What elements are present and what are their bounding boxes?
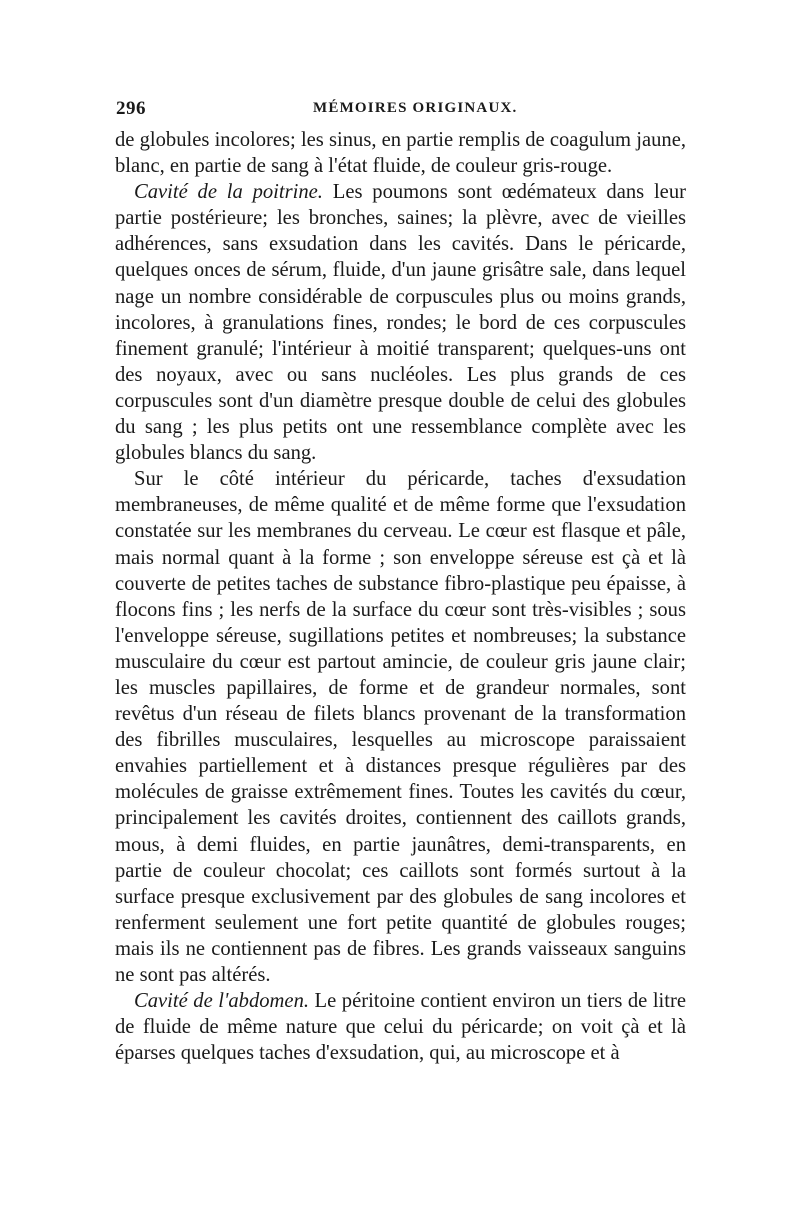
page-header xyxy=(116,98,688,124)
paragraph-text: Sur le côté intérieur du péricarde, taches d'exsudation membraneuses, de même qualité et de même forme que l'exsudation constatée sur les membranes du cerveau. Le cœur est flasque et pâle, mais normal quant à la forme ; son enveloppe séreuse est çà et là couverte de petites taches de substance fibro-plastique peu épaisse, à flocons fins ; les nerfs de la surface du cœur sont très-visibles ; sous l'enveloppe séreuse, sugillations petites et nombreuses; la substance musculaire du cœur est partout amincie, de couleur gris jaune clair; les muscles papillaires, de forme et de grandeur normales, sont revêtus d'un réseau de filets blancs provenant de la transformation des fibrilles musculaires, lesquelles au microscope paraissaient envahies partiellement et à distances presque régulières par des molécules de graisse extrêmement fines. Toutes les cavités du cœur, principalement les cavités droites, contiennent des caillots grands, mous, à demi fluides, en partie jaunâtres, demi-transparents, en partie de couleur chocolat; ces caillots sont formés surtout à la surface presque exclusivement par des globules de sang incolores et renferment seulement une fort petite quantité de globules rouges; mais ils ne contiennent pas de fibres. Les grands vaisseaux sanguins ne sont pas altérés. xyxy=(115,468,686,986)
paragraph-abdomen-cavity xyxy=(115,988,686,1066)
paragraph-chest-cavity xyxy=(115,179,686,466)
paragraph-continuation xyxy=(115,127,686,179)
paragraph-text: Les poumons sont œdémateux dans leur partie postérieure; les bronches, saines; la plèvre, avec de vieilles adhérences, sans exsudation dans les cavités. Dans le péricarde, quelques onces de sérum, fluide, d'un jaune grisâtre sale, dans lequel nage un nombre considérable de corpuscules plus ou moins grands, incolores, à granulations fines, rondes; le bord de ces corpuscules finement granulé; l'intérieur à moitié transparent; quelques-uns ont des noyaux, avec ou sans nucléoles. Les plus grands de ces corpuscules sont d'un diamètre presque double de celui des globules du sang ; les plus petits ont une ressemblance complète avec les globules blancs du sang. xyxy=(115,181,686,465)
running-head: MÉMOIRES ORIGINAUX. xyxy=(313,100,518,116)
section-lead-chest: Cavité de la poitrine. xyxy=(134,181,323,204)
section-lead-abdomen: Cavité de l'abdomen. xyxy=(134,990,310,1013)
paragraph-text: Le péritoine contient environ un tiers de litre de fluide de même nature que celui du péricarde; on voit çà et là éparses quelques taches d'exsudation, qui, au microscope et à xyxy=(115,990,686,1065)
paragraph-text: de globules incolores; les sinus, en partie remplis de coagulum jaune, blanc, en partie de sang à l'état fluide, de couleur gris-rouge. xyxy=(115,129,686,178)
page-number: 296 xyxy=(116,98,146,119)
paragraph-pericardium xyxy=(115,466,686,988)
body-text xyxy=(115,127,686,1066)
